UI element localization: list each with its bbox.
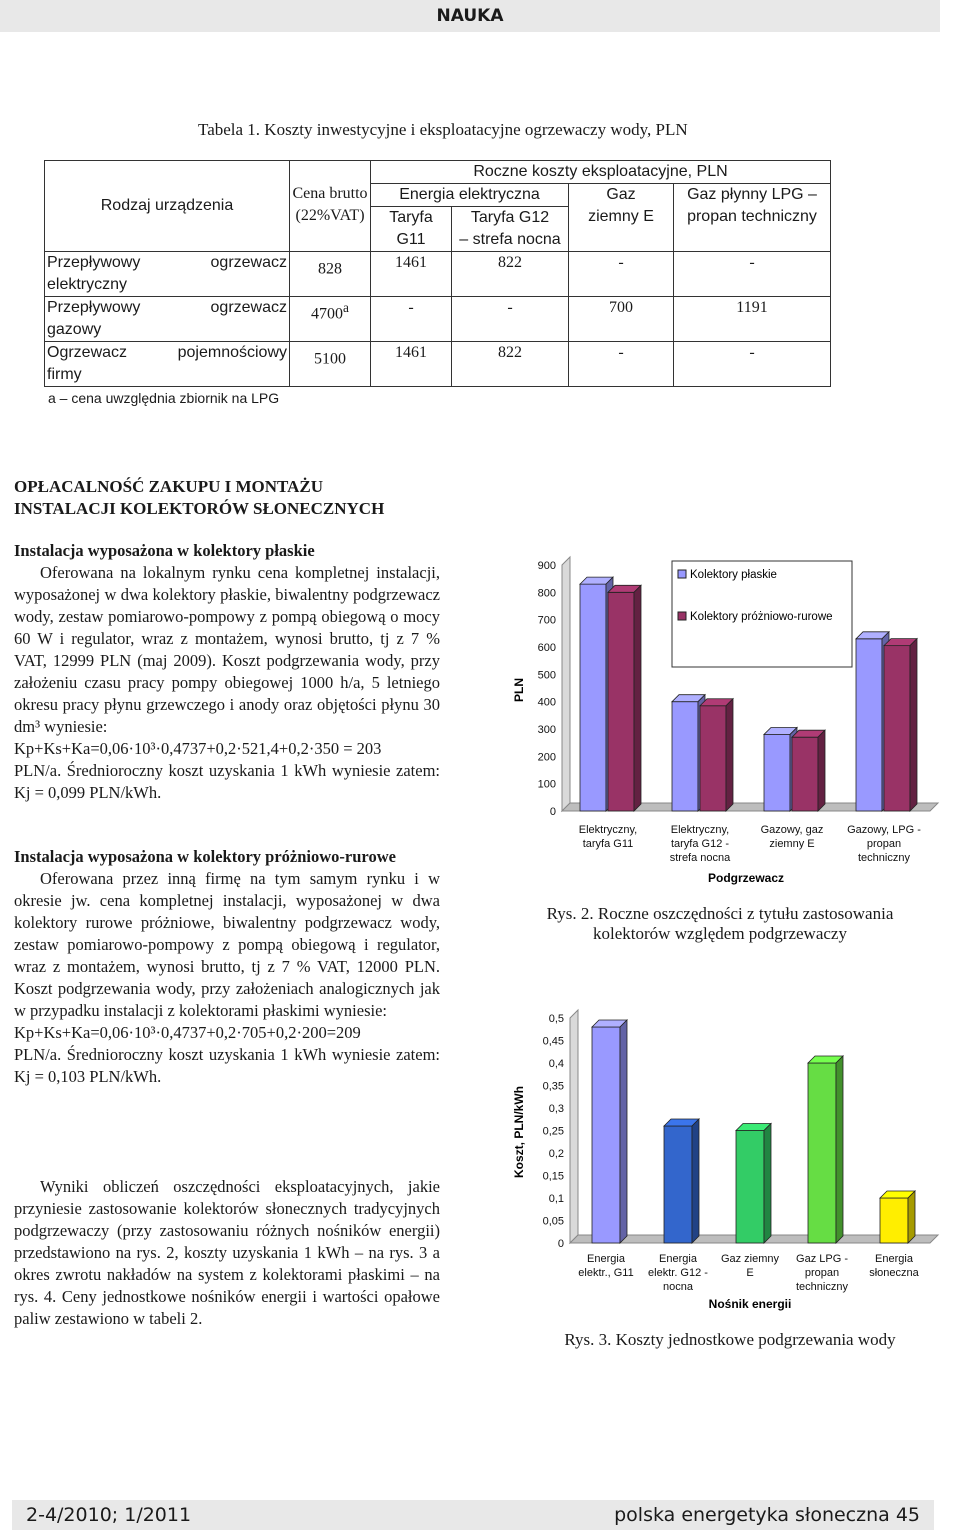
flat-collectors-title: Instalacja wyposażona w kolektory płaskie: [14, 541, 315, 560]
unit-cost-chart-svg: [500, 1000, 940, 1320]
tube-collectors-text: Oferowana przez inną firmę na tym samym rynku i w okresie jw. cena kompletnej instalacji, wyposażonej w dwa kolektory rurowe próżniowe, biwalentny podgrzewacz wody, zestaw pomiarowo-pompowy z pompą obiegową i regulator, wraz z montażem, wynosi brutto, tj z 7 % VAT, 12000 PLN. Koszt podgrzewania wody, przy założeniach analogicznych jak w przypadku instalacji z kolektorami płaskimi wyniesie:: [14, 869, 440, 1020]
fig2-caption-line1: Rys. 2. Roczne oszczędności z tytułu zastosowania: [546, 904, 894, 923]
bar-unit-cost: [808, 1063, 836, 1243]
bar-unit-cost-side: [908, 1191, 915, 1243]
row-g11: -: [371, 297, 452, 342]
y-tick-label: 0,45: [542, 1035, 564, 1048]
flat-collectors-formula: Kp+Ks+Ka=0,06·10³·0,4737+0,2·521,4+0,2·350 = 203: [14, 739, 382, 758]
x-tick-label: propan: [866, 838, 902, 850]
x-tick-label: propan: [804, 1267, 840, 1279]
y-tick-label: 0,25: [542, 1125, 564, 1138]
x-tick-label: słoneczna: [869, 1267, 919, 1279]
row-name-b: ogrzewacz: [210, 254, 287, 271]
bar-unit-cost: [880, 1198, 908, 1243]
legend-label: Kolektory próżniowo-rurowe: [690, 611, 833, 623]
row-gaz: -: [569, 252, 674, 297]
y-tick-label: 200: [537, 751, 556, 764]
page-header: [0, 0, 940, 32]
section-title-line1: OPŁACALNOŚĆ ZAKUPU I MONTAŻU: [14, 477, 324, 496]
x-tick-label: Energia: [587, 1253, 625, 1265]
section-label: NAUKA: [436, 6, 504, 26]
bar-flat: [856, 639, 882, 811]
bar-tube-side: [910, 639, 917, 811]
y-tick-label: 400: [537, 696, 556, 709]
y-tick-label: 0: [549, 806, 556, 818]
tube-collectors-result: PLN/a. Średnioroczny koszt uzyskania 1 kWh wyniesie zatem: Kj = 0,103 PLN/kWh.: [14, 1045, 440, 1086]
y-tick-label: 600: [537, 642, 556, 654]
row-name-c: gazowy: [47, 321, 102, 338]
row-name: [45, 297, 290, 342]
table-note: a – cena uwzględnia zbiornik na LPG: [48, 390, 280, 406]
y-tick-label: 0,4: [548, 1058, 564, 1070]
header-lpg-line2: propan techniczny: [687, 208, 817, 225]
y-tick-label: 0,1: [548, 1193, 564, 1205]
x-tick-label: taryfa G12 -: [670, 838, 730, 850]
legend-swatch: [678, 570, 686, 578]
flat-collectors-text: Oferowana na lokalnym rynku cena kompletnej instalacji, wyposażonej w dwa kolektory płaskie, biwalentny podgrzewacz wody, zestaw pomiarowo-pompowy z pompą obiegową o mocy 60 W i regulator, wraz z montażem, wynosi brutto, tj z 7 % VAT, 12999 PLN (maj 2009). Koszt podgrzewania wody, przy założeniu czasu pracy pompy obiegowej 1000 h/a, 5 letniego okresu pracy płynu grzewczego i anody oraz objętości płynu 30 dm³ wyniesie:: [14, 563, 440, 736]
row-name-b: pojemnościowy: [177, 344, 287, 361]
cost-table: [44, 160, 831, 387]
page-footer: [12, 1500, 934, 1530]
y-tick-label: 0: [557, 1238, 564, 1250]
bar-flat: [580, 584, 606, 811]
y-tick-label: 0,2: [548, 1148, 564, 1160]
header-cena-line2: (22%VAT): [295, 207, 365, 224]
row-name: [45, 252, 290, 297]
tube-collectors-title: Instalacja wyposażona w kolektory próżniowo-rurowe: [14, 847, 396, 866]
y-tick-label: 0,5: [548, 1013, 564, 1025]
header-g12-line2: – strefa nocna: [459, 231, 561, 248]
unit-cost-chart: [500, 1000, 940, 1325]
header-gaz-line2: ziemny E: [588, 208, 654, 225]
row-gaz: 700: [569, 297, 674, 342]
row-name-c: firmy: [47, 366, 82, 383]
table-caption: Tabela 1. Koszty inwestycyjne i eksploatacyjne ogrzewaczy wody, PLN: [198, 120, 688, 139]
summary-text: Wyniki obliczeń oszczędności eksploatacyjnych, jakie przyniesie zastosowanie kolektorów słonecznych tradycyjnych podgrzewaczy (przy zastosowaniu różnych nośników energii) przedstawiono na rys. 2, koszty uzyskania 1 kWh – na rys. 3 a okres zwrotu nakładów na system z kolektorami płaskimi – na rys. 4. Ceny jednostkowe nośników energii i wartości opałowe paliw zestawiono w tabeli 2.: [14, 1177, 440, 1328]
x-tick-label: Energia: [875, 1253, 913, 1265]
x-tick-label: Gaz ziemny: [720, 1253, 780, 1265]
row-cena: [290, 252, 371, 297]
header-g11-line1: Taryfa: [389, 209, 433, 226]
row-gaz: -: [569, 342, 674, 387]
y-tick-label: 900: [537, 560, 556, 572]
bar-unit-cost-side: [692, 1119, 699, 1243]
row-g11: 1461: [371, 252, 452, 297]
savings-chart-svg: [500, 545, 940, 895]
bar-tube: [884, 646, 910, 811]
legend-label: Kolektory płaskie: [690, 569, 777, 581]
y-wall: [562, 557, 570, 811]
row-g12: 822: [452, 342, 569, 387]
x-tick-label: Gazowy, LPG -: [847, 824, 921, 836]
row-name-c: elektryczny: [47, 276, 128, 293]
tube-collectors-section: [14, 846, 440, 1088]
header-energia: Energia elektryczna: [371, 184, 569, 207]
row-g11: 1461: [371, 342, 452, 387]
x-tick-label: Elektryczny,: [670, 824, 730, 836]
bar-unit-cost: [736, 1131, 764, 1244]
header-gaz: [569, 184, 674, 252]
row-g12: -: [452, 297, 569, 342]
bar-tube: [700, 706, 726, 811]
header-gaz-line1: Gaz: [606, 186, 636, 203]
bar-flat: [764, 734, 790, 811]
bar-unit-cost: [664, 1126, 692, 1243]
header-cena: [290, 161, 371, 252]
y-axis-label: PLN: [512, 678, 526, 702]
row-lpg: 1191: [674, 297, 831, 342]
bar-tube-side: [818, 730, 825, 811]
row-cena-sup: a: [343, 300, 349, 315]
x-tick-label: Gazowy, gaz: [760, 824, 824, 836]
bar-unit-cost-side: [764, 1124, 771, 1244]
x-tick-label: techniczny: [858, 852, 910, 864]
flat-collectors-section: [14, 540, 440, 804]
header-lpg-line1: Gaz płynny LPG –: [687, 186, 817, 203]
header-rodzaj: Rodzaj urządzenia: [45, 161, 290, 252]
fig2-caption: [500, 904, 940, 944]
header-g12-line1: Taryfa G12: [470, 209, 550, 226]
y-tick-label: 500: [537, 669, 556, 682]
issue-label: 2-4/2010; 1/2011: [26, 1504, 192, 1526]
row-cena: [290, 297, 371, 342]
y-wall: [570, 1010, 578, 1243]
y-tick-label: 0,3: [548, 1103, 564, 1115]
x-tick-label: Elektryczny,: [578, 824, 638, 836]
bar-unit-cost: [592, 1027, 620, 1243]
x-tick-label: elektr., G11: [578, 1267, 634, 1279]
header-g11: [371, 207, 452, 252]
y-tick-label: 700: [537, 614, 556, 627]
bar-unit-cost-side: [620, 1020, 627, 1243]
x-tick-label: taryfa G11: [582, 838, 634, 850]
header-lpg: [674, 184, 831, 252]
journal-label: polska energetyka słoneczna 45: [614, 1504, 920, 1526]
bar-flat: [672, 702, 698, 811]
x-tick-label: ziemny E: [769, 838, 815, 850]
row-name-a: Przepływowy: [47, 254, 141, 271]
x-axis-label: Podgrzewacz: [707, 871, 785, 885]
row-g12: 822: [452, 252, 569, 297]
x-tick-label: Gaz LPG -: [796, 1253, 848, 1265]
row-name-a: Przepływowy: [47, 299, 141, 316]
bar-unit-cost-side: [836, 1056, 843, 1243]
row-cena-value: 828: [318, 260, 342, 278]
legend-swatch: [678, 612, 686, 620]
y-tick-label: 100: [537, 778, 556, 791]
header-g11-line2: G11: [396, 231, 426, 248]
table-row: [45, 252, 831, 297]
header-cena-line1: Cena brutto: [292, 185, 368, 202]
x-tick-label: elektr. G12 -: [648, 1267, 708, 1279]
y-tick-label: 0,05: [542, 1215, 564, 1228]
y-axis-label: Koszt, PLN/kWh: [512, 1086, 526, 1178]
y-tick-label: 0,35: [542, 1080, 564, 1093]
savings-chart: [500, 545, 940, 900]
tube-collectors-formula: Kp+Ks+Ka=0,06·10³·0,4737+0,2·705+0,2·200=209: [14, 1023, 361, 1042]
section-title-line2: INSTALACJI KOLEKTORÓW SŁONECZNYCH: [14, 499, 385, 518]
bar-tube-side: [726, 699, 733, 811]
x-tick-label: strefa nocna: [669, 852, 731, 864]
flat-collectors-result: PLN/a. Średnioroczny koszt uzyskania 1 kWh wyniesie zatem: Kj = 0,099 PLN/kWh.: [14, 761, 440, 802]
row-cena-value: 5100: [314, 350, 346, 368]
summary-section: [14, 1176, 440, 1330]
x-tick-label: E: [746, 1267, 754, 1279]
row-cena: [290, 342, 371, 387]
x-tick-label: Energia: [659, 1253, 697, 1265]
header-roczne: Roczne koszty eksploatacyjne, PLN: [371, 161, 831, 184]
x-axis-label: Nośnik energii: [708, 1297, 792, 1311]
row-name-a: Ogrzewacz: [47, 344, 128, 361]
fig3-caption: Rys. 3. Koszty jednostkowe podgrzewania wody: [564, 1330, 896, 1349]
bar-tube-side: [634, 585, 641, 811]
table-row: [45, 297, 831, 342]
bar-tube: [608, 592, 634, 811]
x-tick-label: techniczny: [796, 1281, 848, 1293]
row-lpg: -: [674, 252, 831, 297]
x-tick-label: nocna: [663, 1281, 693, 1293]
row-cena-value: 4700: [311, 305, 344, 323]
table-row: [45, 342, 831, 387]
y-tick-label: 800: [537, 587, 556, 600]
y-tick-label: 0,15: [542, 1170, 564, 1183]
row-lpg: -: [674, 342, 831, 387]
row-name-b: ogrzewacz: [210, 299, 287, 316]
row-name: [45, 342, 290, 387]
bar-tube: [792, 737, 818, 811]
fig2-caption-line2: kolektorów względem podgrzewaczy: [593, 924, 847, 943]
header-g12: [452, 207, 569, 252]
y-tick-label: 300: [537, 724, 556, 736]
section-title: [14, 476, 514, 520]
